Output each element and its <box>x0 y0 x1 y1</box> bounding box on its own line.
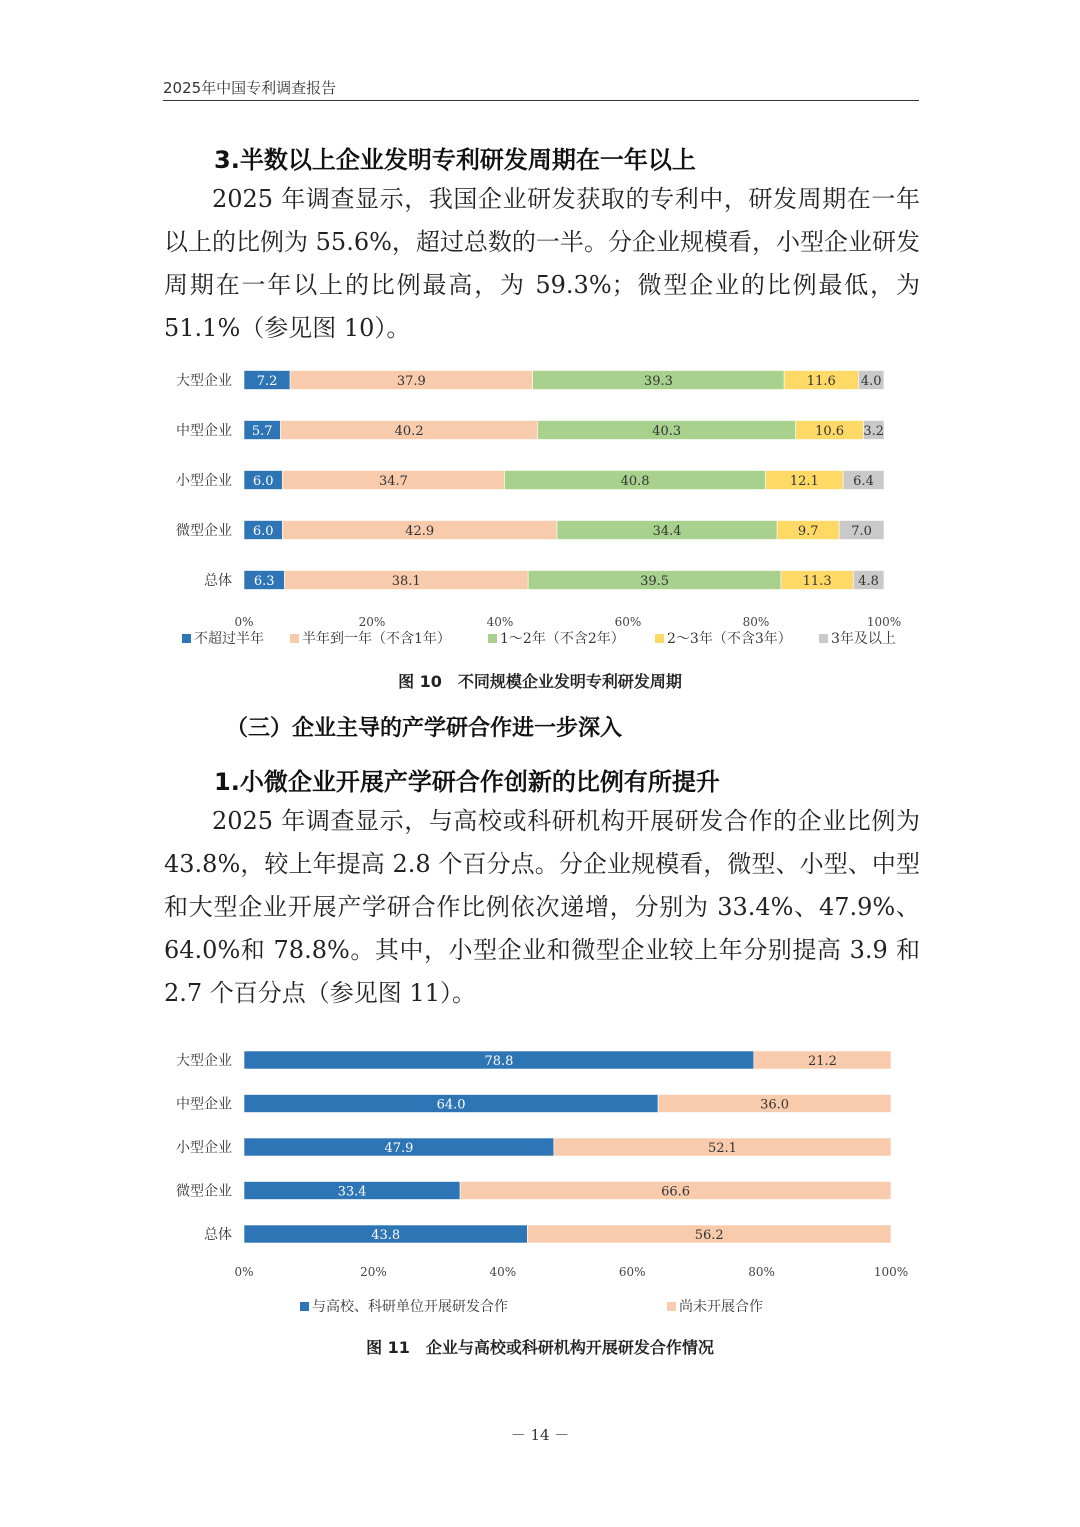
category-label: 大型企业 <box>176 1053 232 1069</box>
category-label: 微型企业 <box>176 523 232 539</box>
legend-swatch <box>655 634 664 643</box>
x-tick-label: 100% <box>866 615 902 629</box>
data-label: 6.0 <box>252 474 274 489</box>
legend-label: 3年及以上 <box>831 631 896 647</box>
x-tick-label: 40% <box>486 615 514 629</box>
data-label: 42.9 <box>405 524 435 539</box>
legend-swatch <box>182 634 191 643</box>
data-label: 64.0 <box>436 1097 466 1113</box>
data-label: 5.7 <box>251 424 273 439</box>
data-label: 43.8 <box>371 1228 401 1243</box>
legend-label: 2～3年（不含3年） <box>667 631 792 647</box>
data-label: 40.8 <box>620 474 650 489</box>
x-tick-label: 40% <box>489 1265 517 1279</box>
category-label: 小型企业 <box>176 1140 232 1156</box>
legend-swatch <box>290 634 299 643</box>
legend-swatch <box>819 634 828 643</box>
figure-11-chart <box>150 1038 930 1323</box>
body-paragraph <box>164 178 920 350</box>
paragraph-text: 2025 年调查显示，与高校或科研机构开展研发合作的企业比例为 43.8%，较上年提高 2.8 个百分点。分企业规模看，微型、小型、中型和大型企业开展产学研合作比例依次递增，分别为 33.4%、47.9%、64.0%和 78.8%。其中，小型企业和微型企业较上年分别提高 3.9 和 2.7 个百分点（参见图 11）。 <box>164 807 920 1007</box>
data-label: 6.3 <box>253 574 275 589</box>
page-number: － 14 － <box>510 1426 570 1444</box>
section-heading: （三）企业主导的产学研合作进一步深入 <box>226 716 623 741</box>
data-label: 3.2 <box>863 424 885 439</box>
data-label: 40.2 <box>394 424 424 439</box>
category-label: 大型企业 <box>176 373 232 389</box>
x-tick-label: 20% <box>358 615 386 629</box>
x-tick-label: 20% <box>360 1265 387 1279</box>
data-label: 34.7 <box>378 474 408 489</box>
subsection-heading: 1.小微企业开展产学研合作创新的比例有所提升 <box>214 768 720 796</box>
legend-label: 尚未开展合作 <box>679 1299 763 1315</box>
data-label: 39.5 <box>640 574 670 589</box>
data-label: 40.3 <box>652 424 682 439</box>
paragraph-text: 2025 年调查显示，我国企业研发获取的专利中，研发周期在一年以上的比例为 55.6%，超过总数的一半。分企业规模看，小型企业研发周期在一年以上的比例最高，为 59.3%；微型企业的比例最低，为 51.1%（参见图 10）。 <box>164 185 920 342</box>
data-label: 66.6 <box>661 1184 691 1200</box>
x-tick-label: 60% <box>618 1265 646 1279</box>
data-label: 33.4 <box>337 1184 367 1200</box>
data-label: 39.3 <box>643 374 673 389</box>
category-label: 总体 <box>204 1227 232 1243</box>
data-label: 12.1 <box>789 474 819 489</box>
data-label: 37.9 <box>396 374 426 389</box>
category-label: 中型企业 <box>176 1096 232 1113</box>
data-label: 47.9 <box>384 1141 414 1156</box>
data-label: 7.0 <box>851 524 872 539</box>
category-label: 中型企业 <box>176 423 232 439</box>
data-label: 78.8 <box>484 1054 514 1069</box>
x-tick-label: 80% <box>748 1265 775 1279</box>
x-tick-label: 60% <box>614 615 642 629</box>
body-paragraph <box>164 800 920 1015</box>
data-label: 10.6 <box>815 424 845 439</box>
legend-swatch <box>667 1302 676 1311</box>
legend-label: 半年到一年（不含1年） <box>302 631 451 647</box>
x-tick-label: 100% <box>873 1265 909 1279</box>
data-label: 56.2 <box>694 1228 724 1243</box>
data-label: 6.4 <box>853 474 874 489</box>
x-tick-label: 0% <box>234 1265 254 1279</box>
category-label: 微型企业 <box>176 1183 232 1200</box>
data-label: 34.4 <box>652 524 682 539</box>
category-label: 小型企业 <box>176 473 232 489</box>
data-label: 36.0 <box>760 1097 790 1113</box>
category-label: 总体 <box>204 573 232 589</box>
figure-caption: 图 10 不同规模企业发明专利研发周期 <box>398 672 682 691</box>
legend-swatch <box>300 1302 309 1311</box>
legend-label: 与高校、科研单位开展研发合作 <box>312 1299 508 1315</box>
data-label: 38.1 <box>391 574 421 589</box>
data-label: 52.1 <box>707 1141 737 1156</box>
figure-10-chart <box>150 356 930 656</box>
x-tick-label: 0% <box>234 615 254 629</box>
section-heading: 3.半数以上企业发明专利研发周期在一年以上 <box>214 146 696 174</box>
data-label: 11.6 <box>806 374 836 389</box>
legend-label: 不超过半年 <box>194 631 264 647</box>
figure-caption: 图 11 企业与高校或科研机构开展研发合作情况 <box>366 1338 714 1357</box>
data-label: 4.0 <box>860 374 882 389</box>
data-label: 6.0 <box>252 524 274 539</box>
legend-swatch <box>488 634 497 643</box>
data-label: 11.3 <box>802 574 832 589</box>
running-header: 2025年中国专利调查报告 <box>163 78 919 101</box>
x-tick-label: 80% <box>742 615 770 629</box>
data-label: 4.8 <box>858 574 879 589</box>
data-label: 21.2 <box>807 1054 837 1069</box>
data-label: 9.7 <box>797 524 819 539</box>
legend-label: 1～2年（不含2年） <box>500 631 625 647</box>
data-label: 7.2 <box>256 374 278 389</box>
